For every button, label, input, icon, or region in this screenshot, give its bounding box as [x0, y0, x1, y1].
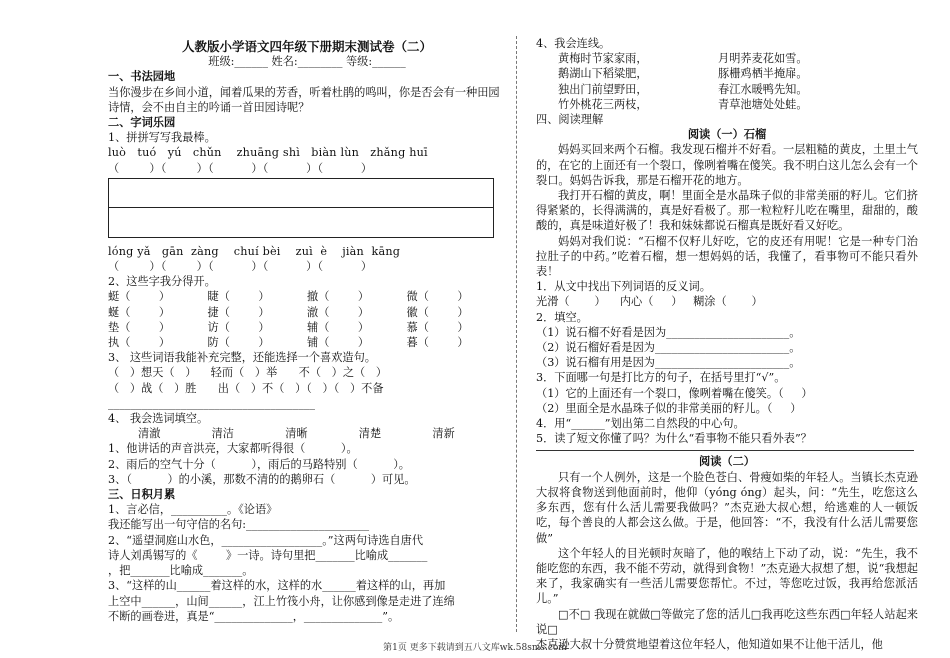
reading-title: 阅读（一）石榴: [687, 127, 767, 142]
word-option: 清洁: [211, 427, 234, 441]
bracket-line: （ ）（ ）（ ）（ ）（ ）: [108, 260, 373, 274]
section-heading: 四、阅读理解: [536, 113, 604, 127]
grid-cell: 撤（ ）: [307, 290, 370, 304]
fill-line: （ ）战（ ）胜 出（ ）不（ ）（ ）（ ）不备: [108, 381, 384, 395]
grid-cell: 澈（ ）: [307, 305, 370, 319]
word-option: 清澈: [138, 427, 161, 441]
matching-row: 竹外桃花三两枝， 青草池塘处处蛙。: [558, 97, 808, 111]
grid-cell: 慕（ ）: [406, 320, 469, 334]
reading-title: 阅读（二）: [699, 454, 755, 469]
fill-line: 2、“遥望洞庭山水色，__________________。”这两句诗选自唐代: [108, 533, 424, 547]
question: 2、这些字我分得开。: [108, 275, 216, 289]
right-column: [536, 36, 918, 652]
reading-paragraph: 只有一个人例外，这是一个脸色苍白、骨瘦如柴的年轻人。当镇长杰克逊大叔将食物送到他面前时，他仰（yóng óng）起头，问：“先生，吃您这么多东西，您有什么活儿需要我做吗？”杰克逊大叔心想，给逃难的人一顿饭吃，每个善良的人都会这么做。于是，他回答：“不，我没有什么活儿需要您做”: [536, 470, 918, 545]
word-grid: [108, 289, 506, 350]
column-divider: [516, 36, 517, 632]
grid-cell: 睫（ ）: [207, 290, 270, 304]
question: 2．填空。: [536, 310, 588, 324]
section-heading: 二、字词乐园: [108, 115, 176, 130]
grid-cell: 徽（ ）: [406, 305, 469, 319]
matching-list: [536, 51, 918, 112]
word-option: 清新: [432, 427, 455, 441]
grid-cell: 蜒（ ）: [108, 305, 171, 319]
pinyin-line: luò tuó yú chǔn zhuāng shì biàn lùn zhǎng huī: [108, 146, 428, 160]
student-info-line: 班级:______ 姓名:________ 等级:______: [208, 55, 406, 69]
section-heading: 一、书法园地: [108, 69, 176, 84]
matching-row: 鹅湖山下稻粱肥， 豚栅鸡栖半掩扉。: [558, 67, 808, 81]
matching-row: 独出门前望野田， 春江水暖鸭先知。: [558, 82, 808, 96]
grid-cell: 防（ ）: [207, 336, 270, 350]
fill-line: 3、（ ）的小溪，那数不清的的鹅卵石（ ）可见。: [108, 472, 416, 486]
word-options: [108, 426, 506, 441]
fill-line: （3）说石榴有用是因为________________________。: [536, 356, 801, 370]
fill-line: （ ）想天（ ） 轻而（ ）举 不（ ）之（ ）: [108, 366, 388, 380]
bracket-line: （ ）（ ）（ ）（ ）（ ）: [108, 161, 373, 175]
grid-cell: 暮（ ）: [406, 336, 469, 350]
fill-line: _____________________________________: [108, 396, 315, 410]
fill-line: 5．读了短文你懂了吗？为什么“看事物不能只看外表”？: [536, 432, 812, 446]
grid-cell: 铺（ ）: [307, 336, 370, 350]
reading-paragraph: 我打开石榴的黄皮，啊！里面全是水晶珠子似的非常美丽的籽儿。它们挤得紧紧的，长得满满的，真是好看极了。那一粒粒籽儿吃在嘴里，甜甜的，酸酸的，真是味道好极了！我和妹妹都说石榴真是既好看又好吃。: [536, 189, 918, 233]
grid-cell: 捷（ ）: [207, 305, 270, 319]
answer-line: [536, 450, 914, 451]
fill-line: （2）里面全是水晶珠子似的非常美丽的籽儿。（ ）: [536, 401, 802, 415]
fill-line: 3、“这样的山______着这样的水，这样的水______着这样的山，再加: [108, 579, 446, 593]
fill-line: （1）说石榴不好看是因为______________________。: [536, 325, 801, 339]
reading-paragraph: □不□ 我现在就做□等做完了您的活儿□我再吃这些东西□年轻人站起来说□: [536, 607, 918, 636]
paragraph: 当你漫步在乡间小道，闻着瓜果的芳香，听着杜鹃的鸣叫，你是否会有一种田园诗情，会不由自主的吟诵一首田园诗呢？: [108, 85, 500, 114]
section-heading: 三、日积月累: [108, 487, 176, 502]
fill-line: 光滑（ ） 内心（ ） 糊涂（ ）: [536, 295, 763, 309]
fill-line: 不断的画卷进，真是“______________，______________”。: [108, 609, 400, 623]
question: 1．从文中找出下列词语的反义词。: [536, 280, 711, 294]
matching-row: 黄梅时节家家雨， 月明荞麦花如雪。: [558, 52, 808, 66]
question: 3．下面哪一句是打比方的句子，在括号里打“√”。: [536, 371, 786, 385]
question: 1、拼拼写写我最棒。: [108, 131, 216, 145]
left-column: [108, 36, 506, 624]
page-footer: 第1页 更多下载请到五八文库wk.58sms.com: [383, 643, 567, 653]
question: 4、 我会选词填空。: [108, 412, 209, 426]
pinyin-line: lóng yǎ gān zàng chuí bèi zuì è jiàn kāng: [108, 244, 401, 258]
writing-box: [108, 178, 494, 238]
page-title: 人教版小学语文四年级下册期末测试卷（二）: [181, 39, 432, 54]
reading-paragraph: 杰克逊大叔十分赞赏地望着这位年轻人，他知道如果不让他干活儿，他: [536, 637, 883, 651]
fill-line: 1、他讲话的声音洪亮，大家都听得很（ ）。: [108, 442, 358, 456]
fill-line: 诗人刘禹锡写的《 》一诗。诗句里把_______比喻成_______: [108, 548, 428, 562]
question: 3、 这些词语我能补充完整，还能选择一个喜欢造句。: [108, 351, 376, 365]
reading-paragraph: 妈妈买回来两个石榴。我发现石榴并不好看。一层粗糙的黄皮，土里土气的，在它的上面还有一个裂口，像咧着嘴在傻笑。我不明白这儿怎么会有一个裂口。妈妈告诉我，那是石榴开花的地方。: [536, 143, 918, 187]
fill-line: 4．用“______”划出第二自然段的中心句。: [536, 417, 745, 431]
word-option: 清晰: [285, 427, 308, 441]
fill-line: 1、言必信，__________。《论语》: [108, 503, 278, 517]
fill-line: （2）说石榴好看是因为________________________。: [536, 341, 801, 355]
question: 4、我会连线。: [536, 37, 611, 50]
grid-cell: 辅（ ）: [307, 320, 370, 334]
fill-line: ，把_______比喻成_______。: [108, 564, 254, 578]
grid-cell: 执（ ）: [108, 336, 171, 350]
word-option: 清楚: [358, 427, 382, 441]
grid-cell: 访（ ）: [207, 320, 270, 334]
fill-line: 2、雨后的空气十分（ ），雨后的马路特别（ ）。: [108, 457, 410, 471]
fill-line: （1）它的上面还有一个裂口，像咧着嘴在傻笑。（ ）: [536, 386, 813, 400]
fill-line: 我还能写出一句守信的名句:______________________: [108, 518, 370, 532]
fill-line: 上空中______，山间______，江上竹筏小舟，让你感到像是走进了连绵: [108, 594, 455, 608]
grid-cell: 微（ ）: [406, 290, 469, 304]
reading-paragraph: 这个年轻人的目光顿时灰暗了，他的喉结上下动了动，说：“先生，我不能吃您的东西，我不能不劳动，就得到食物！”杰克逊大叔想了想，说“我想起来了，我家确实有一些活儿需要您帮忙。不过，等您吃过饭，我再给您派活儿。”: [536, 546, 918, 606]
grid-cell: 蜓（ ）: [108, 290, 171, 304]
grid-cell: 垫（ ）: [108, 320, 171, 334]
reading-paragraph: 妈妈对我们说：“石榴不仅籽儿好吃，它的皮还有用呢！它是一种专门治拉肚子的中药。”吃着石榴，想一想妈妈的话，我懂了，看事物可不能只看外表！: [536, 234, 918, 279]
